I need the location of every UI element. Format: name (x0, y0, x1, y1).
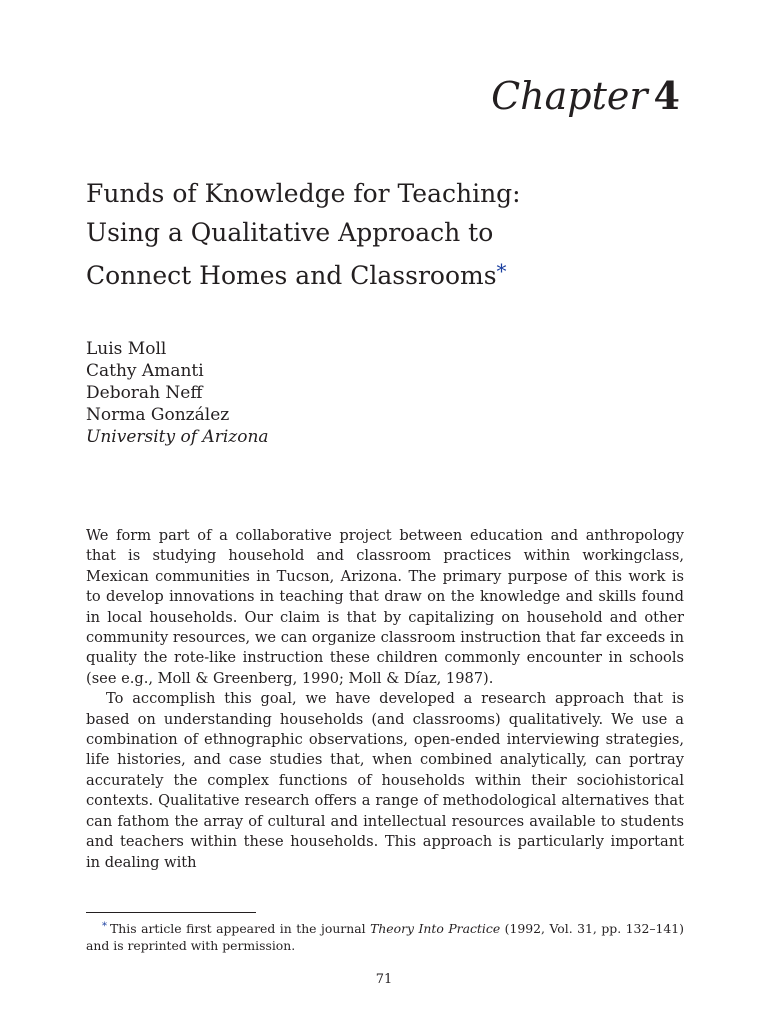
footnote-divider (86, 912, 256, 913)
title-line-3-text: Connect Homes and Classrooms (86, 261, 497, 290)
author-name: Deborah Neff (86, 383, 203, 403)
chapter-number: 4 (653, 73, 680, 118)
footnote-marker: * (102, 921, 107, 932)
title-line-1: Funds of Knowledge for Teaching: (86, 179, 521, 208)
footnote-text-after: (1992, Vol. 31, pp. 132–141) and is reprinted with permission. (86, 921, 685, 953)
author-name: Norma González (86, 405, 230, 425)
page-number: 71 (375, 972, 393, 987)
body-paragraph-2: To accomplish this goal, we have developed a research approach that is based on understanding households (and classrooms) qualitatively. We use a combination of ethnographic observations, open-ended interviewing strategies, life histories, and case studies that, when combined analytically, can portray accurately the complex functions of households within their sociohistorical contexts. Qualitative research offers a range of methodological alternatives that can fathom the array of cultural and intellectual resources available to students and teachers within these households. This approach is particularly important in dealing with (86, 690, 684, 871)
title-line-3 (86, 252, 686, 295)
author-affiliation: University of Arizona (86, 427, 269, 447)
article-title (86, 174, 686, 295)
chapter-label: Chapter (491, 74, 648, 118)
title-line-2: Using a Qualitative Approach to (86, 218, 494, 247)
title-footnote-marker[interactable]: * (496, 259, 507, 283)
footnote-text-before: This article first appeared in the journal (110, 921, 371, 936)
author-name: Cathy Amanti (86, 361, 204, 381)
body-paragraph-1: We form part of a collaborative project between education and anthropology that is studying household and classroom practices within workingclass, Mexican communities in Tucson, Arizona. The primary purpose of this work is to develop innovations in teaching that draw on the knowledge and skills found in local households. Our claim is that by capitalizing on household and other community resources, we can organize classroom instruction that far exceeds in quality the rote-like instruction these children commonly encounter in schools (see e.g., Moll & Greenberg, 1990; Moll & Díaz, 1987). (86, 527, 684, 687)
author-name: Luis Moll (86, 339, 167, 359)
footnote-journal-title: Theory Into Practice (370, 921, 501, 936)
chapter-heading (491, 72, 680, 120)
body-text (86, 526, 684, 873)
footnote (86, 918, 684, 954)
author-list (86, 338, 269, 448)
